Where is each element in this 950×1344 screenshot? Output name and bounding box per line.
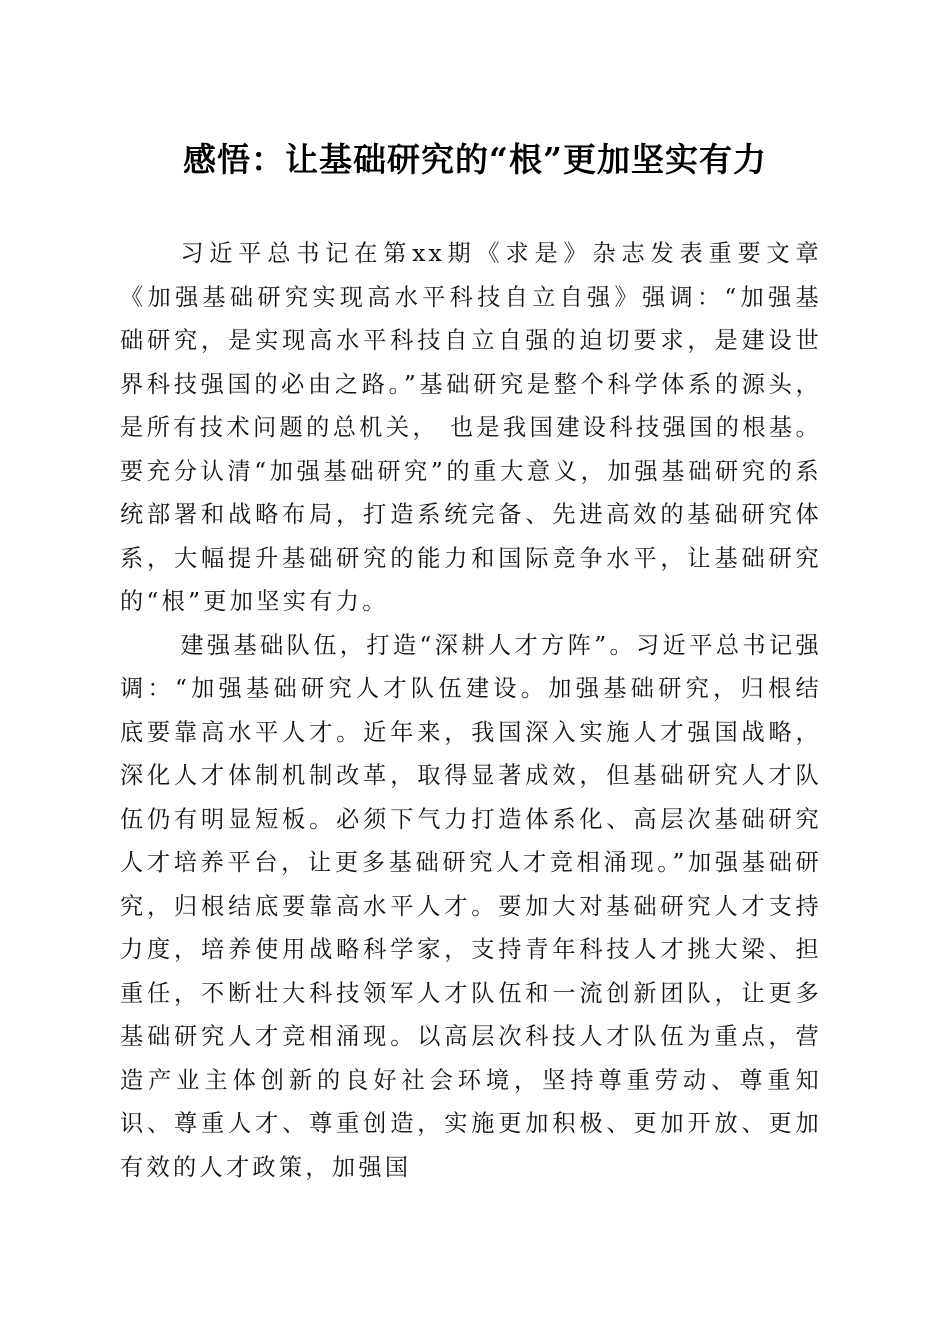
document-body xyxy=(120,232,822,1189)
paragraph-talent: 建强基础队伍，打造“深耕人才方阵”。习近平总书记强调：“加强基础研究人才队伍建设。加强基础研究，归根结底要靠高水平人才。近年来，我国深入实施人才强国战略，深化人才体制机制改革，取得显著成效，但基础研究人才队伍仍有明显短板。必须下气力打造体系化、高层次基础研究人才培养平台，让更多基础研究人才竞相涌现。”加强基础研究，归根结底要靠高水平人才。要加大对基础研究人才支持力度，培养使用战略科学家，支持青年科技人才挑大梁、担重任，不断壮大科技领军人才队伍和一流创新团队，让更多基础研究人才竞相涌现。以高层次科技人才队伍为重点，营造产业主体创新的良好社会环境，坚持尊重劳动、尊重知识、尊重人才、尊重创造，实施更加积极、更加开放、更加有效的人才政策，加强国 xyxy=(120,631,822,1181)
paragraph-intro: 习近平总书记在第xx期《求是》杂志发表重要文章《加强基础研究实现高水平科技自立自强》强调：“加强基础研究，是实现高水平科技自立自强的迫切要求，是建设世界科技强国的必由之路。”基础研究是整个科学体系的源头，是所有技术问题的总机关， 也是我国建设科技强国的根基。要充分认清“加强基础研究”的重大意义，加强基础研究的系统部署和战略布局，打造系统完备、先进高效的基础研究体系，大幅提升基础研究的能力和国际竞争水平，让基础研究的“根”更加坚实有力。 xyxy=(120,240,822,615)
document-title: 感悟：让基础研究的“根”更加坚实有力 xyxy=(183,140,767,179)
